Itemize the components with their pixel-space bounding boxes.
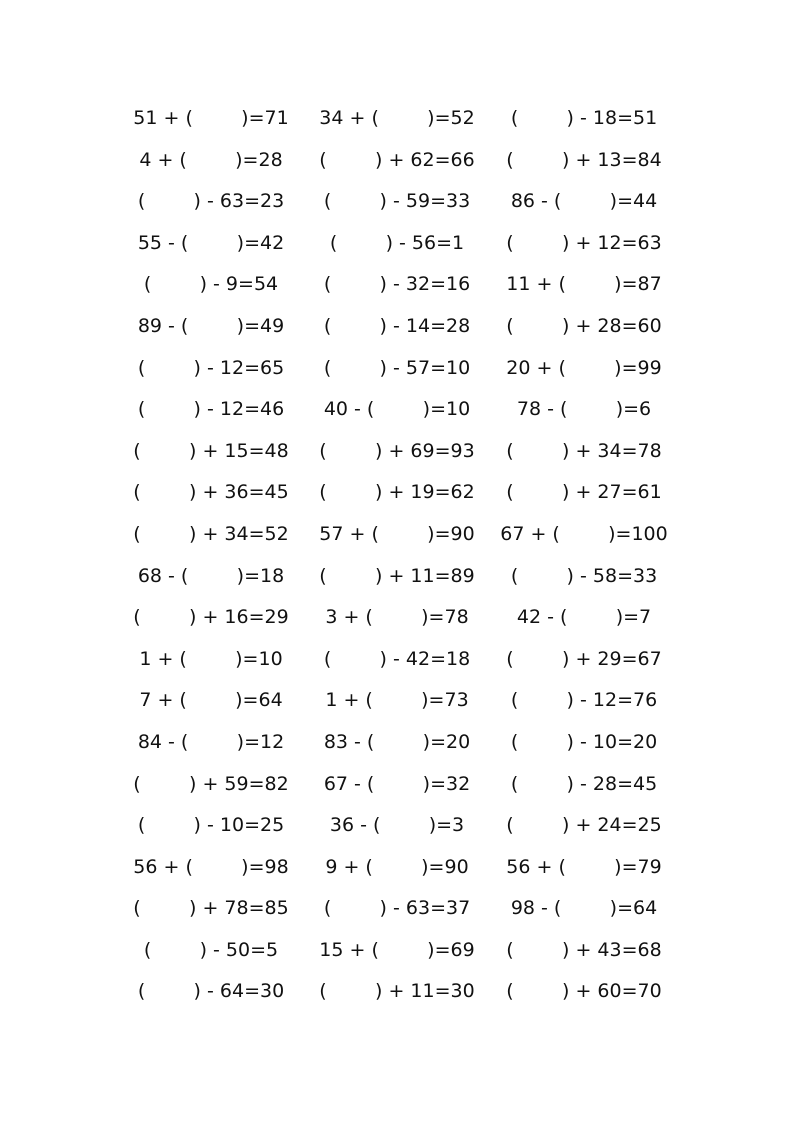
math-problem: ( ) + 13=84	[506, 148, 662, 171]
math-problem: ( ) - 58=33	[510, 564, 658, 587]
math-problem: 84 - ( )=12	[137, 730, 285, 753]
math-problem: ( ) + 29=67	[506, 647, 662, 670]
math-problem: ( ) + 28=60	[506, 314, 662, 337]
math-problem: 68 - ( )=18	[137, 564, 285, 587]
math-problem: 15 + ( )=69	[319, 938, 475, 961]
math-problem: ( ) - 10=20	[510, 730, 658, 753]
math-problem: ( ) - 42=18	[323, 647, 471, 670]
math-problem: ( ) - 57=10	[323, 356, 471, 379]
math-problem: ( ) - 56=1	[329, 231, 465, 254]
math-problem: ( ) - 12=46	[137, 398, 285, 421]
math-problem: 55 - ( )=42	[137, 231, 285, 254]
math-problem: ( ) + 15=48	[133, 439, 289, 462]
math-problem: 83 - ( )=20	[323, 730, 471, 753]
math-problem: 98 - ( )=64	[510, 897, 658, 920]
math-problem: 51 + ( )=71	[133, 107, 289, 129]
math-problem: 78 - ( )=6	[516, 398, 652, 421]
math-problem: ( ) - 64=30	[137, 980, 285, 1003]
math-problem: ( ) + 59=82	[133, 772, 289, 795]
math-problem: ( ) - 50=5	[143, 938, 279, 961]
math-problem: 40 - ( )=10	[323, 398, 471, 421]
math-problem: ( ) + 19=62	[319, 481, 475, 504]
math-problem: 3 + ( )=78	[325, 606, 469, 629]
math-problem: 20 + ( )=99	[506, 356, 662, 379]
math-problem: ( ) - 63=37	[323, 897, 471, 920]
math-problem: ( ) + 78=85	[133, 897, 289, 920]
math-problem: 1 + ( )=10	[139, 647, 283, 670]
math-problem: ( ) - 59=33	[323, 190, 471, 213]
math-problem: 4 + ( )=28	[139, 148, 283, 171]
math-problem: 57 + ( )=90	[319, 522, 475, 545]
math-problem: 7 + ( )=64	[139, 689, 283, 712]
math-problem: ( ) + 27=61	[506, 481, 662, 504]
math-problem: 1 + ( )=73	[325, 689, 469, 712]
math-problem: ( ) + 34=78	[506, 439, 662, 462]
math-problem: 86 - ( )=44	[510, 190, 658, 213]
math-problem: 56 + ( )=79	[506, 855, 662, 878]
math-problem: ( ) + 60=70	[506, 980, 662, 1003]
math-problem: ( ) + 11=89	[319, 564, 475, 587]
math-problem: ( ) + 24=25	[506, 814, 662, 837]
math-problem: 11 + ( )=87	[506, 273, 662, 296]
math-problem: ( ) - 32=16	[323, 273, 471, 296]
math-problem: 9 + ( )=90	[325, 855, 469, 878]
math-problem: 89 - ( )=49	[137, 314, 285, 337]
math-problem: ( ) + 43=68	[506, 938, 662, 961]
math-problem: 36 - ( )=3	[329, 814, 465, 837]
math-problem: ( ) + 62=66	[319, 148, 475, 171]
problem-grid	[118, 98, 678, 1013]
math-problem: ( ) - 14=28	[323, 314, 471, 337]
math-problem: ( ) - 28=45	[510, 772, 658, 795]
math-problem: ( ) - 10=25	[137, 814, 285, 837]
math-problem: 34 + ( )=52	[319, 107, 475, 129]
math-problem: ( ) - 9=54	[143, 273, 279, 296]
math-problem: ( ) + 16=29	[133, 606, 289, 629]
math-problem: 67 - ( )=32	[323, 772, 471, 795]
math-problem: 67 + ( )=100	[500, 522, 668, 545]
math-problem: ( ) - 63=23	[137, 190, 285, 213]
math-problem: ( ) + 34=52	[133, 522, 289, 545]
math-problem: ( ) + 12=63	[506, 231, 662, 254]
math-problem: 56 + ( )=98	[133, 855, 289, 878]
math-problem: ( ) - 12=65	[137, 356, 285, 379]
math-problem: ( ) + 11=30	[319, 980, 475, 1003]
math-problem: ( ) + 69=93	[319, 439, 475, 462]
math-problem: ( ) + 36=45	[133, 481, 289, 504]
math-problem: ( ) - 18=51	[510, 107, 658, 129]
math-problem: ( ) - 12=76	[510, 689, 658, 712]
math-problem: 42 - ( )=7	[516, 606, 652, 629]
